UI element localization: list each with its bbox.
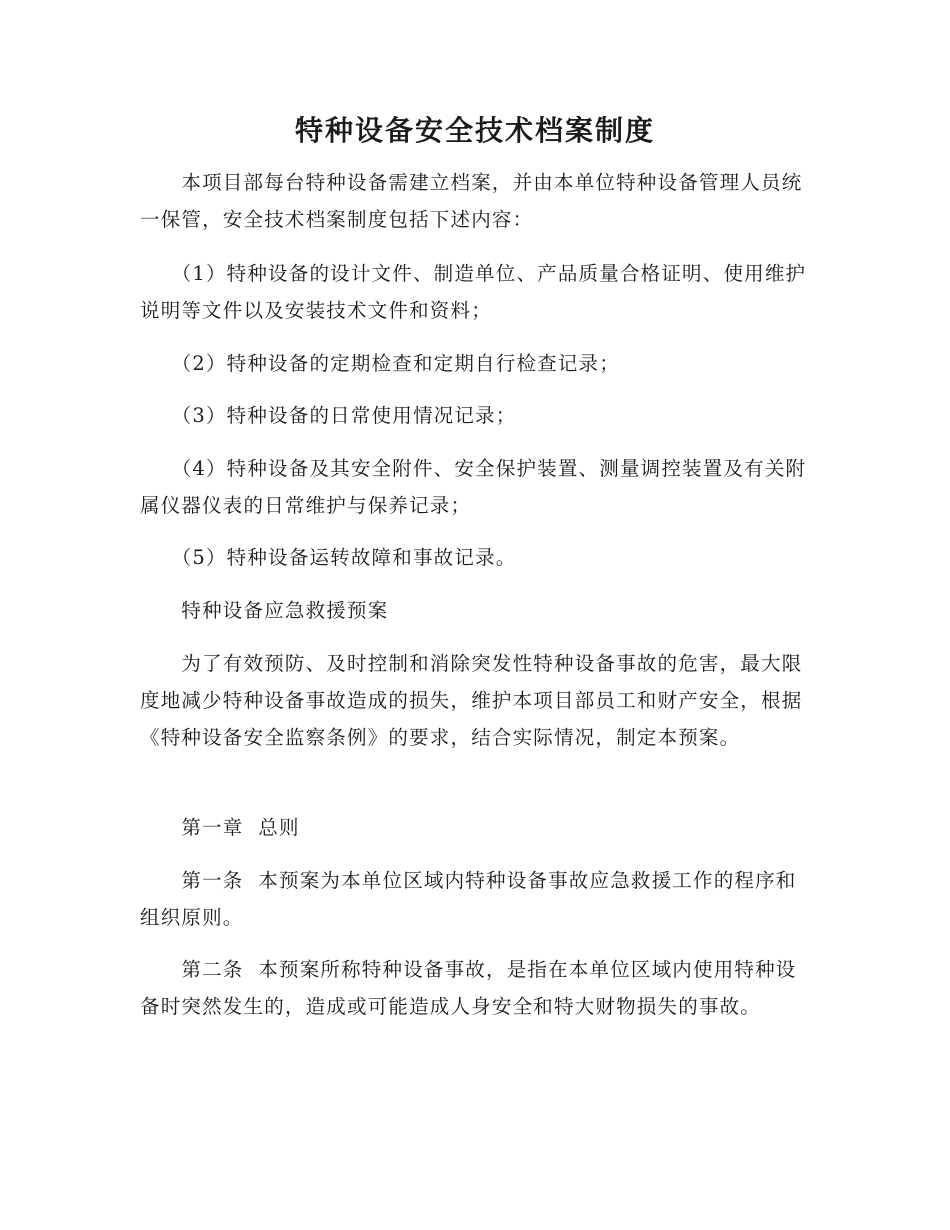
paragraph-item-1: （1）特种设备的设计文件、制造单位、产品质量合格证明、使用维护说明等文件以及安装技术文件和资料； bbox=[140, 262, 807, 322]
paragraph-article-1: 第一条 本预案为本单位区域内特种设备事故应急救援工作的程序和组织原则。 bbox=[140, 869, 797, 929]
paragraph-item-2: （2）特种设备的定期检查和定期自行检查记录； bbox=[140, 352, 620, 375]
paragraph-plan-purpose: 为了有效预防、及时控制和消除突发性特种设备事故的危害，最大限度地减少特种设备事故造成的损失，维护本项目部员工和财产安全，根据《特种设备安全监察条例》的要求，结合实际情况，制定本预案。 bbox=[140, 652, 803, 749]
chapter-heading-general: 第一章 总则 bbox=[140, 816, 300, 839]
paragraph-intro: 本项目部每台特种设备需建立档案，并由本单位特种设备管理人员统一保管，安全技术档案制度包括下述内容： bbox=[140, 171, 803, 231]
section-heading-emergency-plan: 特种设备应急救援预案 bbox=[140, 599, 389, 622]
document-title: 特种设备安全技术档案制度 bbox=[294, 114, 655, 147]
paragraph-item-5: （5）特种设备运转故障和事故记录。 bbox=[140, 546, 517, 569]
paragraph-item-3: （3）特种设备的日常使用情况记录； bbox=[140, 404, 517, 427]
paragraph-item-4: （4）特种设备及其安全附件、安全保护装置、测量调控装置及有关附属仪器仪表的日常维护与保养记录； bbox=[140, 457, 807, 517]
paragraph-article-2: 第二条 本预案所称特种设备事故，是指在本单位区域内使用特种设备时突然发生的，造成或可能造成人身安全和特大财物损失的事故。 bbox=[140, 958, 797, 1018]
